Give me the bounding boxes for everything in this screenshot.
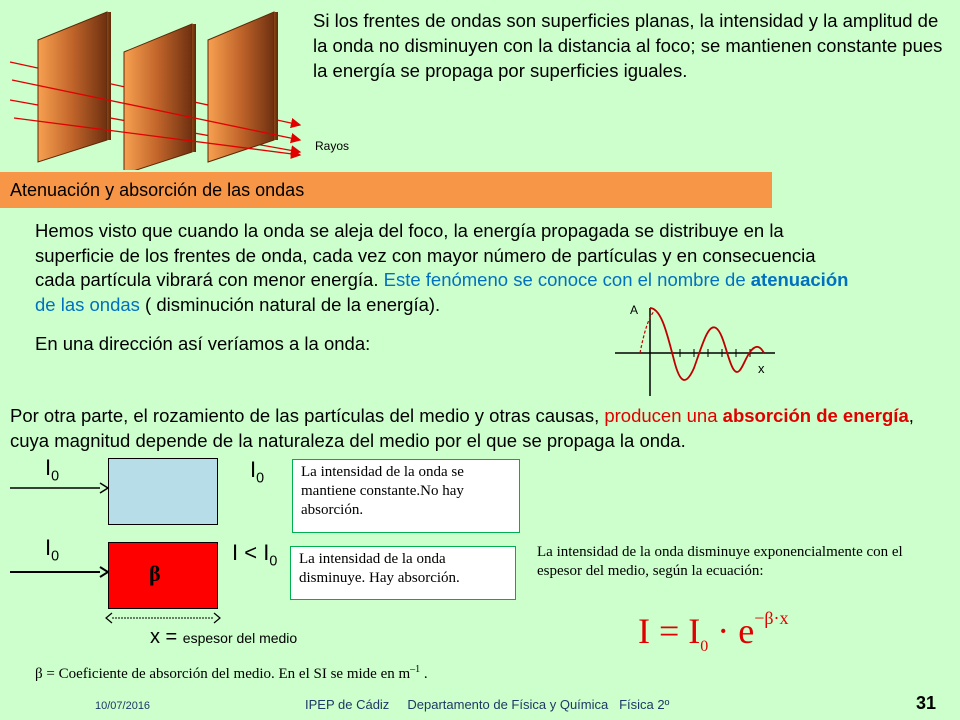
transmitted-intensity-label-bottom: $I < I_0$ [232,540,278,570]
attenuation-text-blue-2: de las ondas [35,293,140,315]
plane-wavefronts-illustration [0,0,310,170]
thickness-label: x = espesor del medio [150,626,298,648]
no-absorption-note: La intensidad de la onda se mantiene constante.No hay absorción. [292,459,520,533]
transmitted-intensity-label-top: $I_0$ [250,457,265,487]
attenuation-formula: $I = I_0 \cdot e^{-\beta\cdot x}$ [638,608,789,656]
absorption-coefficient-symbol: β [149,561,161,586]
absorption-text-1: Por otra parte, el rozamiento de las partículas del medio y otras causas, [10,405,605,426]
incident-arrow-bottom [8,562,108,582]
thickness-arrow [104,610,222,626]
exponential-note: La intensidad de la onda disminuye exponencialmente con el espesor del medio, según la ecuación: [537,544,903,579]
attenuation-keyword: atenuación [750,269,849,290]
absorption-note: La intensidad de la onda disminuye. Hay absorción. [290,546,516,600]
beta-definition: β = Coeficiente de absorción del medio. En el SI se mide en $m^{-1}$ . [35,664,428,682]
intro-text: Si los frentes de ondas son superficies planas, la intensidad y la amplitud de la onda no disminuyen con la distancia al foco; se mantienen constante pues la energía se propaga por superficies iguales. [313,10,943,81]
rays-label: Rayos [315,139,350,153]
incident-intensity-label-top: $I_0$ [45,455,60,485]
direction-text: En una dirección así veríamos a la onda: [35,333,371,354]
attenuation-text-blue-1: Este fenómeno se conoce con el nombre de [383,269,751,290]
incident-intensity-label-bottom: $I_0$ [45,535,60,565]
graph-label-a: A [630,303,639,317]
wavefront-plane [124,24,192,170]
wavefront-plane-edge [192,24,196,152]
absorption-text-red: producen una [604,405,723,426]
section-title-bar [0,172,772,208]
wavefront-plane-edge [274,12,278,140]
envelope-curve [640,310,655,353]
damped-wave-curve [650,308,764,380]
absorption-paragraph [10,404,945,453]
absorption-keyword: absorción de energía [722,405,909,426]
page-number: 31 [916,693,937,713]
absorption-text-2: , cuya magnitud depende de la naturaleza del medio por el que se propaga la onda. [10,405,914,451]
damped-wave-graph [610,298,780,398]
footer-date: 10/07/2016 [95,700,151,712]
medium-absorption [108,542,218,609]
medium-no-absorption [108,458,218,525]
section-title: Atenuación y absorción de las ondas [10,180,305,200]
attenuation-text-main: Hemos visto que cuando la onda se aleja del foco, la energía propagada se distribuye en la superficie de los frentes de onda, cada vez con mayor número de partículas y en consecuencia cada partícula vibrará con menor energía. [35,220,816,290]
incident-arrow-top [8,478,108,498]
wavefront-plane-edge [107,12,111,140]
footer-center: IPEP de Cádiz Departamento de Física y Química Física 2º [305,697,670,712]
wavefront-plane [208,12,274,162]
attenuation-text-end: ( disminución natural de la energía). [139,293,441,315]
graph-label-x: x [758,361,765,376]
